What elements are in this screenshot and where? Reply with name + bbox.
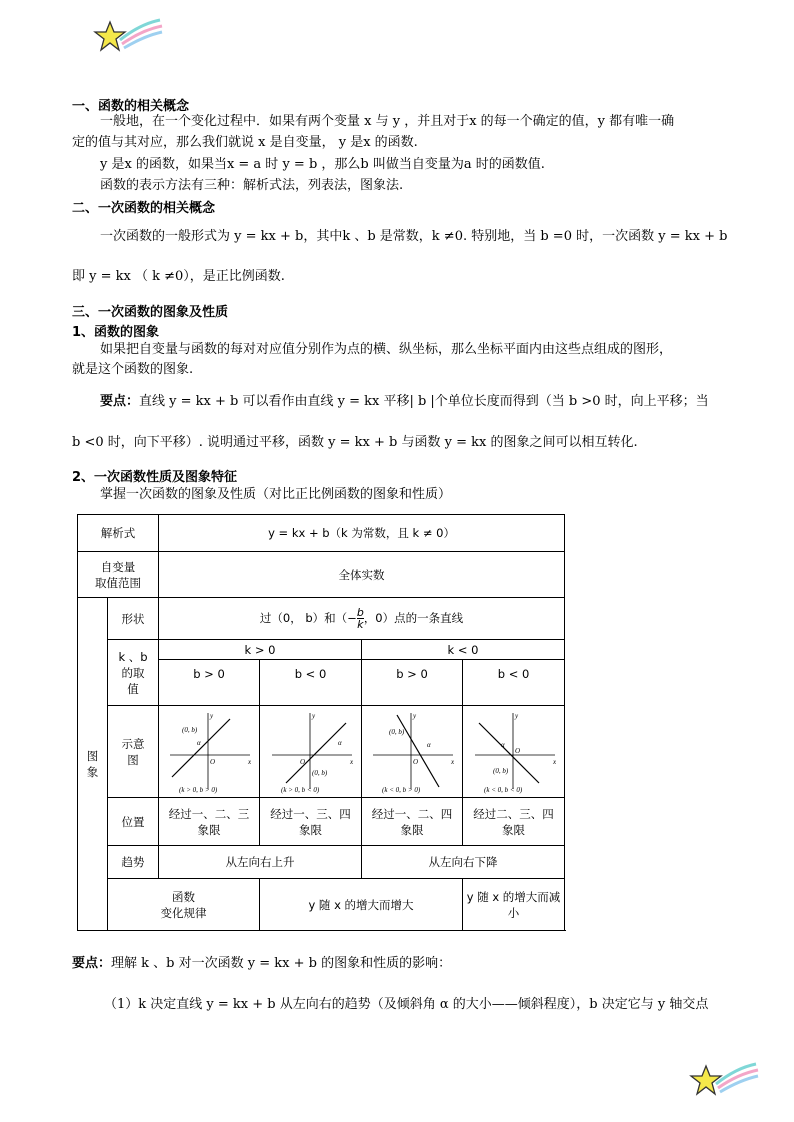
svg-text:y: y bbox=[311, 711, 315, 720]
position-cell: 经过一、二、四 象限 bbox=[362, 798, 463, 846]
list-item: （1）k 决定直线 y = kx + b 从左向右的趋势（及倾斜角 α 的大小——倾斜程度），b 决定它与 y 轴交点 bbox=[104, 997, 709, 1012]
svg-text:(k < 0, b < 0): (k < 0, b < 0) bbox=[483, 785, 522, 794]
svg-text:y: y bbox=[210, 711, 214, 720]
paragraph: b <0 时，向下平移）. 说明通过平移，函数 y = kx + b 与函数 y = kx 的图象之间可以相互转化. bbox=[72, 435, 638, 450]
svg-text:(k > 0, b < 0): (k > 0, b < 0) bbox=[280, 785, 319, 794]
subheading-2: 2、一次函数性质及图象特征 bbox=[72, 470, 238, 485]
svg-text:x: x bbox=[552, 757, 556, 766]
svg-text:(0, b): (0, b) bbox=[311, 768, 327, 777]
row-label-shape: 形状 bbox=[108, 598, 159, 640]
svg-text:y: y bbox=[514, 711, 518, 720]
law-decreasing: y 随 x 的增大而减小 bbox=[463, 879, 565, 931]
row-label-trend: 趋势 bbox=[108, 846, 159, 879]
law-increasing: y 随 x 的增大而增大 bbox=[260, 879, 463, 931]
position-cell: 经过二、三、四 象限 bbox=[463, 798, 565, 846]
shape-value: 过（0， b）和（− $\frac{b}{k}$ ，0）点的一条直线 bbox=[159, 598, 565, 640]
domain-value: 全体实数 bbox=[159, 552, 565, 598]
paragraph: 定的值与其对应，那么我们就说 x 是自变量， y 是x 的函数. bbox=[72, 135, 418, 150]
svg-text:O: O bbox=[413, 757, 419, 766]
row-label-kb: k 、b 的取 值 bbox=[108, 640, 159, 706]
key-label: 要点： bbox=[72, 956, 112, 971]
svg-text:α: α bbox=[337, 738, 342, 747]
trend-up: 从左向右上升 bbox=[159, 846, 362, 879]
row-label-law: 函数 变化规律 bbox=[108, 879, 260, 931]
k-negative: k < 0 bbox=[362, 640, 565, 660]
svg-text:x: x bbox=[451, 757, 455, 766]
subheading-1: 1、函数的图象 bbox=[72, 325, 160, 340]
svg-text:O: O bbox=[514, 746, 520, 755]
row-label-expression: 解析式 bbox=[78, 515, 159, 552]
svg-text:(0, b): (0, b) bbox=[492, 766, 508, 775]
paragraph: y 是x 的函数，如果当x = a 时 y = b ，那么b 叫做当自变量为a 时的函数值. bbox=[100, 157, 545, 172]
sketch-cell bbox=[159, 706, 260, 798]
svg-text:(0, b): (0, b) bbox=[389, 727, 405, 736]
paragraph: 掌握一次函数的图象及性质（对比正比例函数的图象和性质） bbox=[100, 487, 452, 502]
b-case: b > 0 bbox=[362, 660, 463, 706]
svg-text:α: α bbox=[500, 740, 505, 749]
b-case: b < 0 bbox=[463, 660, 565, 706]
b-case: b < 0 bbox=[260, 660, 362, 706]
sketch-cell bbox=[362, 706, 463, 798]
paragraph: 函数的表示方法有三种：解析式法，列表法，图象法. bbox=[100, 178, 404, 193]
svg-text:(0, b): (0, b) bbox=[182, 725, 198, 734]
svg-text:x: x bbox=[248, 757, 252, 766]
line-sketch-k-neg-b-neg bbox=[469, 709, 559, 795]
expression-value: y = kx + b（k 为常数，且 k ≠ 0） bbox=[159, 515, 565, 552]
svg-text:x: x bbox=[349, 757, 353, 766]
key-text: 直线 y = kx + b 可以看作由直线 y = kx 平移| b |个单位长度而得到（当 b >0 时，向上平移；当 bbox=[139, 394, 709, 409]
key-text: 理解 k 、b 对一次函数 y = kx + b 的图象和性质的影响： bbox=[111, 956, 452, 971]
key-point bbox=[72, 955, 451, 973]
section-heading-3: 三、一次函数的图象及性质 bbox=[72, 305, 229, 320]
svg-text:(k < 0, b > 0): (k < 0, b > 0) bbox=[382, 785, 421, 794]
svg-text:(k > 0, b > 0): (k > 0, b > 0) bbox=[179, 785, 218, 794]
paragraph: 如果把自变量与函数的每对对应值分别作为点的横、纵坐标，那么坐标平面内由这些点组成的图形， bbox=[100, 342, 673, 357]
line-sketch-k-pos-b-neg bbox=[266, 709, 356, 795]
properties-table bbox=[77, 514, 565, 931]
position-cell: 经过一、三、四 象限 bbox=[260, 798, 362, 846]
b-case: b > 0 bbox=[159, 660, 260, 706]
svg-text:O: O bbox=[299, 757, 305, 766]
shooting-star-icon bbox=[688, 1056, 760, 1100]
shooting-star-icon bbox=[92, 14, 164, 58]
k-positive: k > 0 bbox=[159, 640, 362, 660]
paragraph: 即 y = kx （ k ≠0），是正比例函数. bbox=[72, 269, 285, 284]
paragraph: 一般地，在一个变化过程中．如果有两个变量 x 与 y ，并且对于x 的每一个确定的值，y 都有唯一确 bbox=[100, 114, 675, 129]
position-cell: 经过一、二、三 象限 bbox=[159, 798, 260, 846]
row-label-position: 位置 bbox=[108, 798, 159, 846]
svg-text:y: y bbox=[413, 711, 417, 720]
svg-text:α: α bbox=[197, 738, 201, 747]
section-heading-1: 一、函数的相关概念 bbox=[72, 99, 190, 114]
svg-text:O: O bbox=[210, 757, 216, 766]
line-sketch-k-pos-b-pos bbox=[164, 709, 254, 795]
fraction: $\frac{b}{k}$ bbox=[356, 606, 364, 631]
paragraph: 就是这个函数的图象. bbox=[72, 362, 194, 377]
key-label: 要点： bbox=[100, 394, 140, 409]
key-point bbox=[100, 393, 709, 411]
trend-down: 从左向右下降 bbox=[362, 846, 565, 879]
row-label-sketch: 示意 图 bbox=[108, 706, 159, 798]
paragraph: 一次函数的一般形式为 y = kx + b，其中k 、b 是常数，k ≠0. 特别地，当 b =0 时，一次函数 y = kx + b bbox=[100, 229, 728, 244]
line-sketch-k-neg-b-pos bbox=[367, 709, 457, 795]
row-label-domain: 自变量 取值范围 bbox=[78, 552, 159, 598]
sketch-cell bbox=[260, 706, 362, 798]
sketch-cell bbox=[463, 706, 565, 798]
section-heading-2: 二、一次函数的相关概念 bbox=[72, 201, 216, 216]
svg-text:α: α bbox=[427, 740, 431, 749]
graph-label: 图 象 bbox=[78, 598, 108, 931]
